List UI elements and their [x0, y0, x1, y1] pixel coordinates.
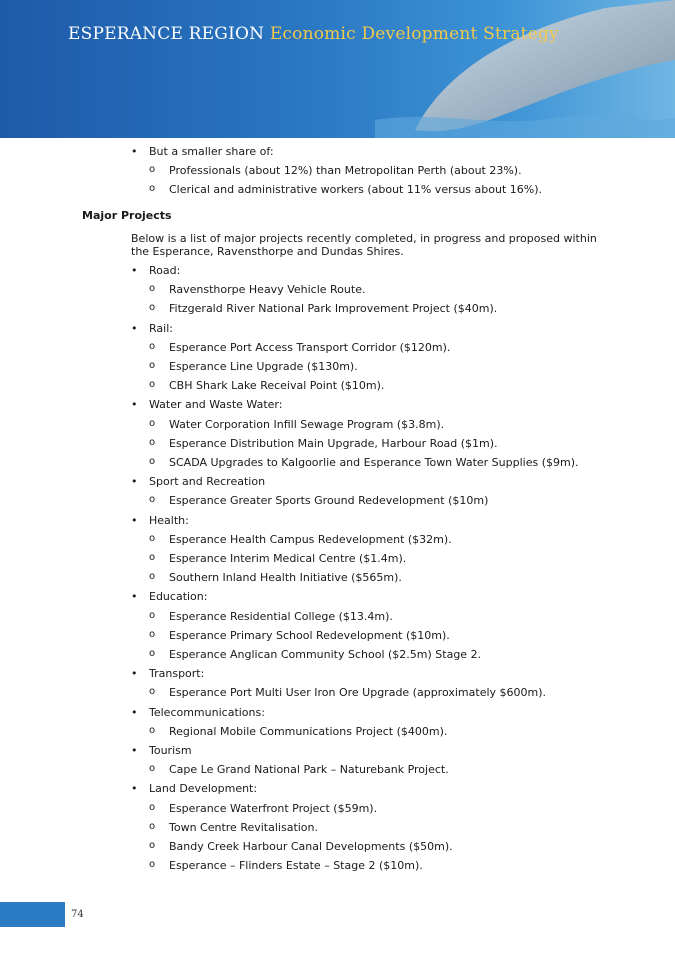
sub-bullet-icon: o	[149, 437, 156, 448]
header-banner	[0, 0, 675, 138]
bullet-icon: •	[131, 667, 138, 680]
list-item-label: But a smaller share of:	[149, 145, 274, 158]
sub-list-item-label: Esperance Distribution Main Upgrade, Harbour Road ($1m).	[169, 437, 498, 450]
sub-bullet-icon: o	[149, 341, 156, 352]
sub-bullet-icon: o	[149, 164, 156, 175]
sub-bullet-icon: o	[149, 283, 156, 294]
sub-list-item-label: Esperance Waterfront Project ($59m).	[169, 802, 378, 815]
page-number: 74	[71, 909, 84, 920]
list-item-label: Telecommunications:	[149, 706, 265, 719]
bullet-icon: •	[131, 322, 138, 335]
sub-bullet-icon: o	[149, 360, 156, 371]
sub-bullet-icon: o	[149, 725, 156, 736]
sub-list-item-label: Cape Le Grand National Park – Naturebank Project.	[169, 763, 449, 776]
list-item-label: Water and Waste Water:	[149, 398, 283, 411]
sub-list-item-label: Southern Inland Health Initiative ($565m).	[169, 571, 402, 584]
sub-list-item-label: Esperance Port Access Transport Corridor ($120m).	[169, 341, 451, 354]
sub-list-item-label: Town Centre Revitalisation.	[169, 821, 319, 834]
list-item-label: Sport and Recreation	[149, 475, 266, 488]
sub-list-item-label: Professionals (about 12%) than Metropolitan Perth (about 23%).	[169, 164, 522, 177]
sub-bullet-icon: o	[149, 552, 156, 563]
sub-list-item-label: Esperance Anglican Community School ($2.5m) Stage 2.	[169, 648, 482, 661]
sub-list-item-label: Esperance Port Multi User Iron Ore Upgrade (approximately $600m).	[169, 686, 547, 699]
sub-list-item-label: Regional Mobile Communications Project ($400m).	[169, 725, 448, 738]
document-title	[68, 24, 559, 44]
sub-bullet-icon: o	[149, 494, 156, 505]
section-intro: Below is a list of major projects recently completed, in progress and proposed within the Esperance, Ravensthorpe and Dundas Shires.	[131, 232, 597, 258]
sub-list-item-label: SCADA Upgrades to Kalgoorlie and Esperance Town Water Supplies ($9m).	[169, 456, 579, 469]
sub-list-item-label: Esperance Primary School Redevelopment ($10m).	[169, 629, 450, 642]
sub-bullet-icon: o	[149, 763, 156, 774]
dolphin-image	[375, 0, 675, 138]
bullet-icon: •	[131, 145, 138, 158]
sub-bullet-icon: o	[149, 533, 156, 544]
bullet-icon: •	[131, 590, 138, 603]
list-item-label: Tourism	[149, 744, 192, 757]
sub-bullet-icon: o	[149, 610, 156, 621]
list-item-label: Road:	[149, 264, 181, 277]
bullet-icon: •	[131, 744, 138, 757]
sub-bullet-icon: o	[149, 802, 156, 813]
sub-list-item-label: Bandy Creek Harbour Canal Developments ($50m).	[169, 840, 453, 853]
sub-bullet-icon: o	[149, 648, 156, 659]
sub-bullet-icon: o	[149, 418, 156, 429]
title-region: ESPERANCE REGION	[68, 24, 265, 44]
sub-list-item-label: Ravensthorpe Heavy Vehicle Route.	[169, 283, 366, 296]
bullet-icon: •	[131, 398, 138, 411]
bullet-icon: •	[131, 706, 138, 719]
sub-list-item-label: Esperance Interim Medical Centre ($1.4m).	[169, 552, 407, 565]
list-item-label: Education:	[149, 590, 208, 603]
sub-bullet-icon: o	[149, 456, 156, 467]
sub-list-item-label: Esperance Residential College ($13.4m).	[169, 610, 393, 623]
sub-bullet-icon: o	[149, 183, 156, 194]
bullet-icon: •	[131, 514, 138, 527]
sub-list-item-label: Esperance Greater Sports Ground Redevelopment ($10m)	[169, 494, 489, 507]
sub-list-item-label: Esperance – Flinders Estate – Stage 2 ($10m).	[169, 859, 423, 872]
list-item-label: Land Development:	[149, 782, 258, 795]
footer-bar	[0, 902, 65, 927]
sub-bullet-icon: o	[149, 821, 156, 832]
sub-bullet-icon: o	[149, 859, 156, 870]
list-item-label: Health:	[149, 514, 189, 527]
sub-bullet-icon: o	[149, 840, 156, 851]
section-heading: Major Projects	[82, 209, 172, 222]
sub-list-item-label: Esperance Health Campus Redevelopment ($32m).	[169, 533, 452, 546]
title-subtitle: Economic Development Strategy	[269, 24, 559, 44]
sub-bullet-icon: o	[149, 571, 156, 582]
sub-list-item-label: CBH Shark Lake Receival Point ($10m).	[169, 379, 385, 392]
list-item-label: Rail:	[149, 322, 173, 335]
sub-list-item-label: Fitzgerald River National Park Improvement Project ($40m).	[169, 302, 498, 315]
list-item-label: Transport:	[149, 667, 205, 680]
bullet-icon: •	[131, 264, 138, 277]
sub-bullet-icon: o	[149, 379, 156, 390]
sub-bullet-icon: o	[149, 302, 156, 313]
sub-list-item-label: Clerical and administrative workers (about 11% versus about 16%).	[169, 183, 543, 196]
sub-list-item-label: Esperance Line Upgrade ($130m).	[169, 360, 358, 373]
sub-bullet-icon: o	[149, 686, 156, 697]
sub-list-item-label: Water Corporation Infill Sewage Program ($3.8m).	[169, 418, 445, 431]
sub-bullet-icon: o	[149, 629, 156, 640]
bullet-icon: •	[131, 475, 138, 488]
bullet-icon: •	[131, 782, 138, 795]
